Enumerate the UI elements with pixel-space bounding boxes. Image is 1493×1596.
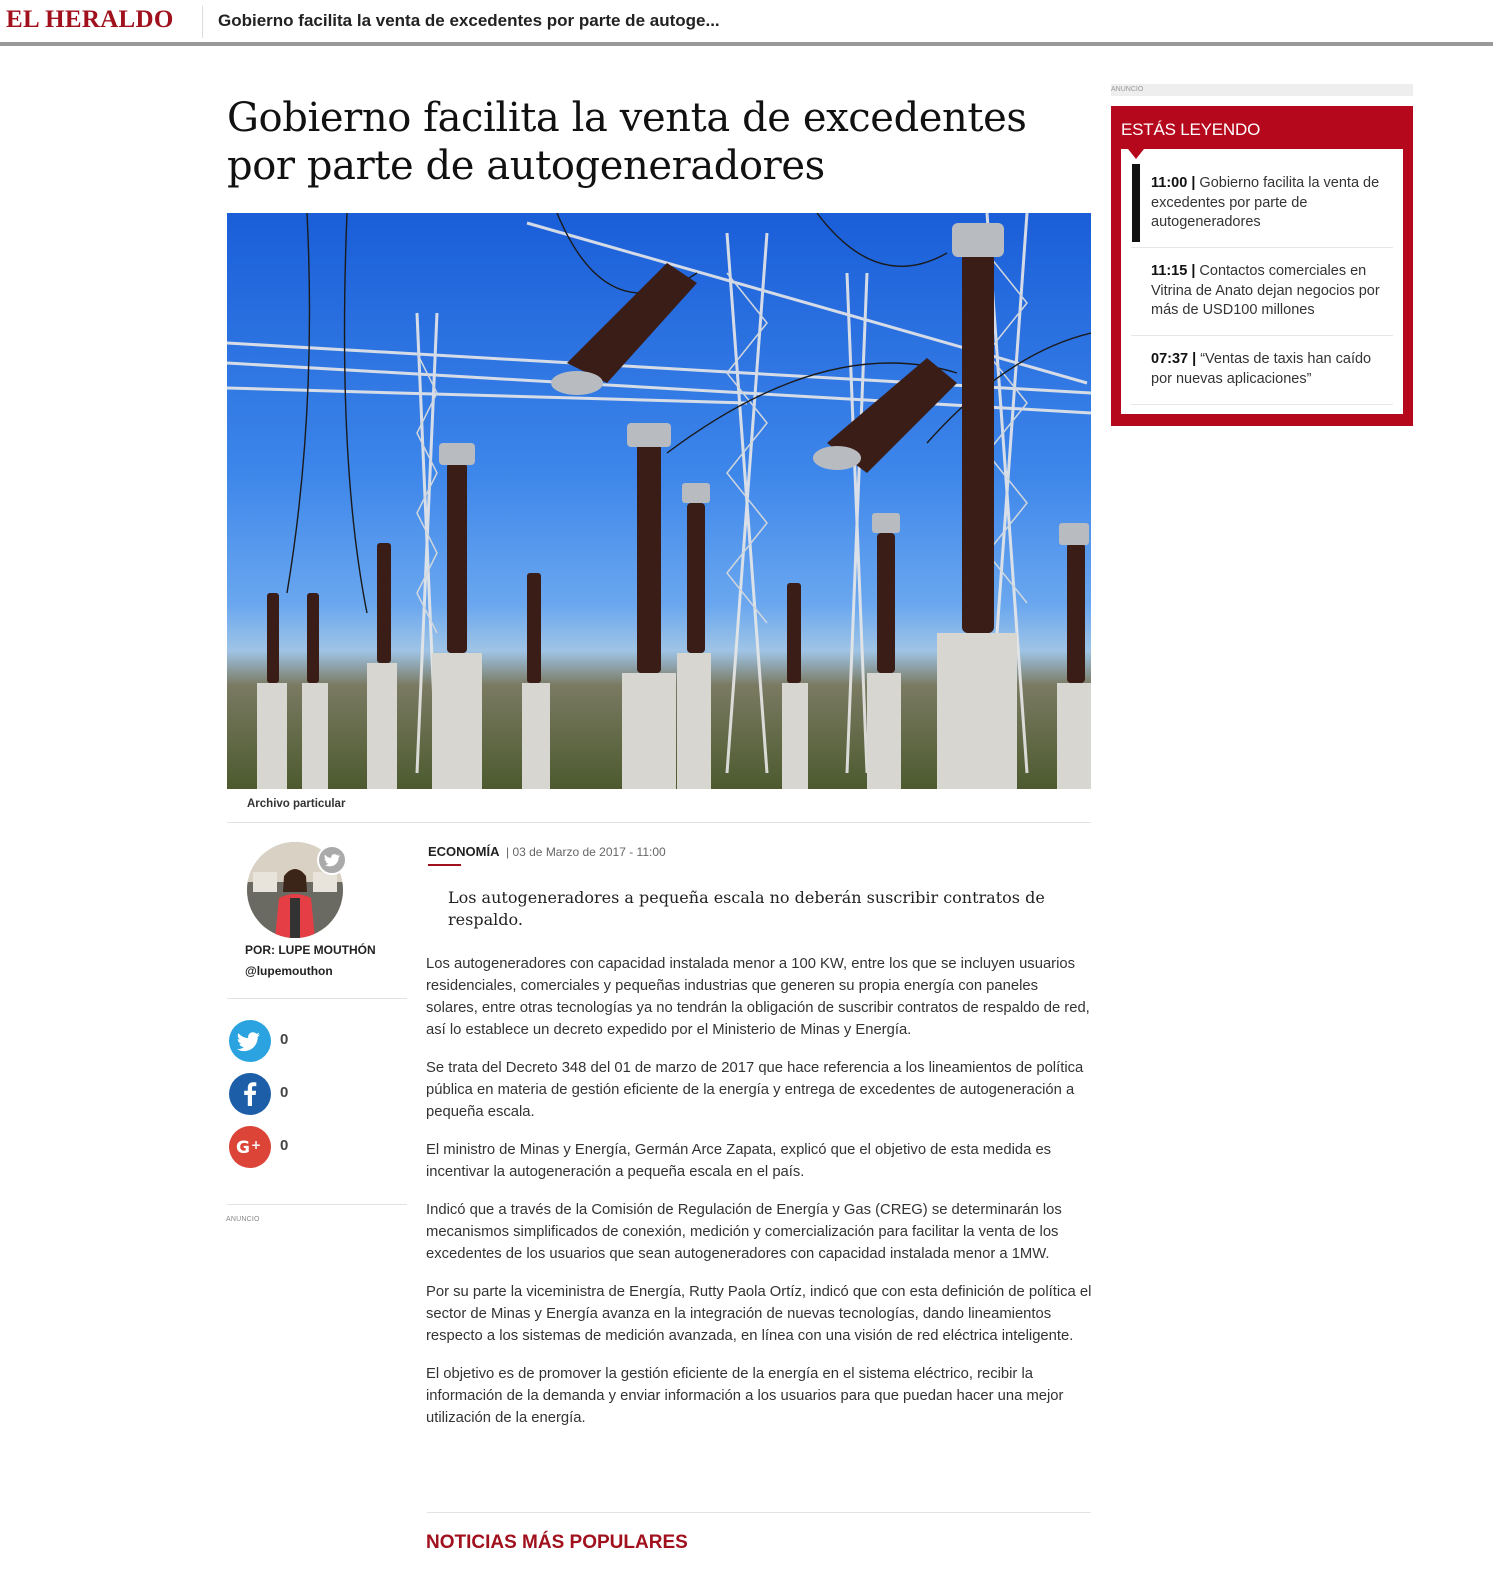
now-reading-item[interactable]: 11:15 | Contactos comerciales en Vitrina de Anato dejan negocios por más de USD100 millones (1151, 263, 1380, 318)
article-paragraph: El ministro de Minas y Energía, Germán Arce Zapata, explicó que el objetivo de esta medida es incentivar la autogeneración a pequeña escala en el país. (426, 1142, 1052, 1180)
google-plus-icon (229, 1126, 271, 1168)
author-twitter-badge[interactable] (317, 845, 347, 875)
sidebar-ad-slot (1111, 84, 1413, 96)
divider (1131, 335, 1393, 336)
header-divider (202, 6, 203, 38)
twitter-icon (319, 847, 345, 873)
divider (227, 822, 1091, 823)
active-item-pointer (1128, 149, 1144, 159)
now-reading-heading: ESTÁS LEYENDO (1121, 120, 1261, 139)
twitter-share-button[interactable] (229, 1020, 271, 1062)
google-plus-share-button[interactable] (229, 1126, 271, 1168)
header-article-title: Gobierno facilita la venta de excedentes por parte de autoge... (218, 11, 720, 30)
divider (1131, 247, 1393, 248)
item-title: “Ventas de taxis han caído por nuevas aplicaciones” (1151, 351, 1372, 387)
facebook-share-count: 0 (280, 1084, 289, 1101)
article-paragraph: Los autogeneradores con capacidad instalada menor a 100 KW, entre los que se incluyen usuarios residenciales, comerciales y pequeñas industrias que generen su propia energía con paneles solares, entre otras tecnologías ya no tendrán la obligación de suscribir contratos de respaldo de red, así lo establece un decreto expedido por el Ministerio de Minas y Energía. (426, 956, 1090, 1038)
popular-news-heading: NOTICIAS MÁS POPULARES (426, 1532, 688, 1553)
item-title: Contactos comerciales en Vitrina de Anato dejan negocios por más de USD100 millones (1151, 263, 1380, 318)
item-time: 11:15 (1151, 263, 1188, 279)
facebook-share-button[interactable] (229, 1073, 271, 1115)
item-title: Gobierno facilita la venta de excedentes por parte de autogeneradores (1151, 175, 1380, 230)
active-item-marker (1132, 164, 1140, 242)
item-time: 07:37 (1151, 351, 1189, 367)
google-plus-share-count: 0 (280, 1137, 289, 1154)
twitter-icon (229, 1020, 271, 1062)
svg-text:G: G (236, 1138, 250, 1158)
divider (227, 998, 407, 999)
divider (227, 1204, 407, 1205)
article-paragraph: Por su parte la viceministra de Energía, Rutty Paola Ortíz, indicó que con esta definición de política el sector de Minas y Energía avanza en la integración de nuevas tecnologías, dando lineamientos respecto a los sistemas de medición avanzada, en línea con una visión de red eléctrica inteligente. (426, 1284, 1092, 1344)
article-paragraph: El objetivo es de promover la gestión eficiente de la energía en el sistema eléctrico, recibir la información de la demanda y enviar información a los usuarios para que puedan hacer una mejor utilización de la energía. (426, 1366, 1064, 1426)
author-handle[interactable]: @lupemouthon (245, 964, 333, 978)
substation-illustration (227, 213, 1091, 789)
divider (427, 1512, 1091, 1513)
ad-label: ANUNCIO (226, 1216, 260, 1223)
article-photo (227, 213, 1091, 789)
site-logo[interactable]: EL HERALDO (6, 6, 174, 33)
article-body (426, 953, 1092, 1445)
article-lead: Los autogeneradores a pequeña escala no deberán suscribir contratos de respaldo. (448, 888, 1045, 929)
article-date: | 03 de Marzo de 2017 - 11:00 (506, 845, 666, 859)
svg-text:+: + (251, 1138, 262, 1152)
twitter-share-count: 0 (280, 1031, 289, 1048)
author-byline[interactable]: POR: LUPE MOUTHÓN (245, 943, 376, 957)
article-paragraph: Indicó que a través de la Comisión de Regulación de Energía y Gas (CREG) se determinarán los mecanismos simplificados de conexión, medición y comercialización para facilitar la venta de los excedentes de los usuarios que sean autogeneradores con capacidad instalada menor a 1MW. (426, 1202, 1062, 1262)
now-reading-item[interactable]: 07:37 | “Ventas de taxis han caído por nuevas aplicaciones” (1151, 351, 1372, 387)
ad-label: ANUNCIO (1111, 86, 1144, 93)
section-link[interactable]: ECONOMÍA (428, 844, 500, 859)
article-paragraph: Se trata del Decreto 348 del 01 de marzo de 2017 que hace referencia a los lineamientos de política pública en materia de gestión eficiente de la energía y entrega de excedentes de autogeneración a pequeña escala. (426, 1060, 1084, 1120)
photo-caption: Archivo particular (247, 798, 346, 810)
now-reading-item[interactable]: 11:00 | Gobierno facilita la venta de excedentes por parte de autogeneradores (1151, 175, 1380, 230)
facebook-icon (229, 1073, 271, 1115)
divider (1131, 404, 1393, 405)
site-header (0, 0, 1493, 46)
section-underline (428, 864, 461, 866)
item-time: 11:00 (1151, 175, 1188, 191)
article-headline: Gobierno facilita la venta de excedentes por parte de autogeneradores (227, 95, 1027, 189)
